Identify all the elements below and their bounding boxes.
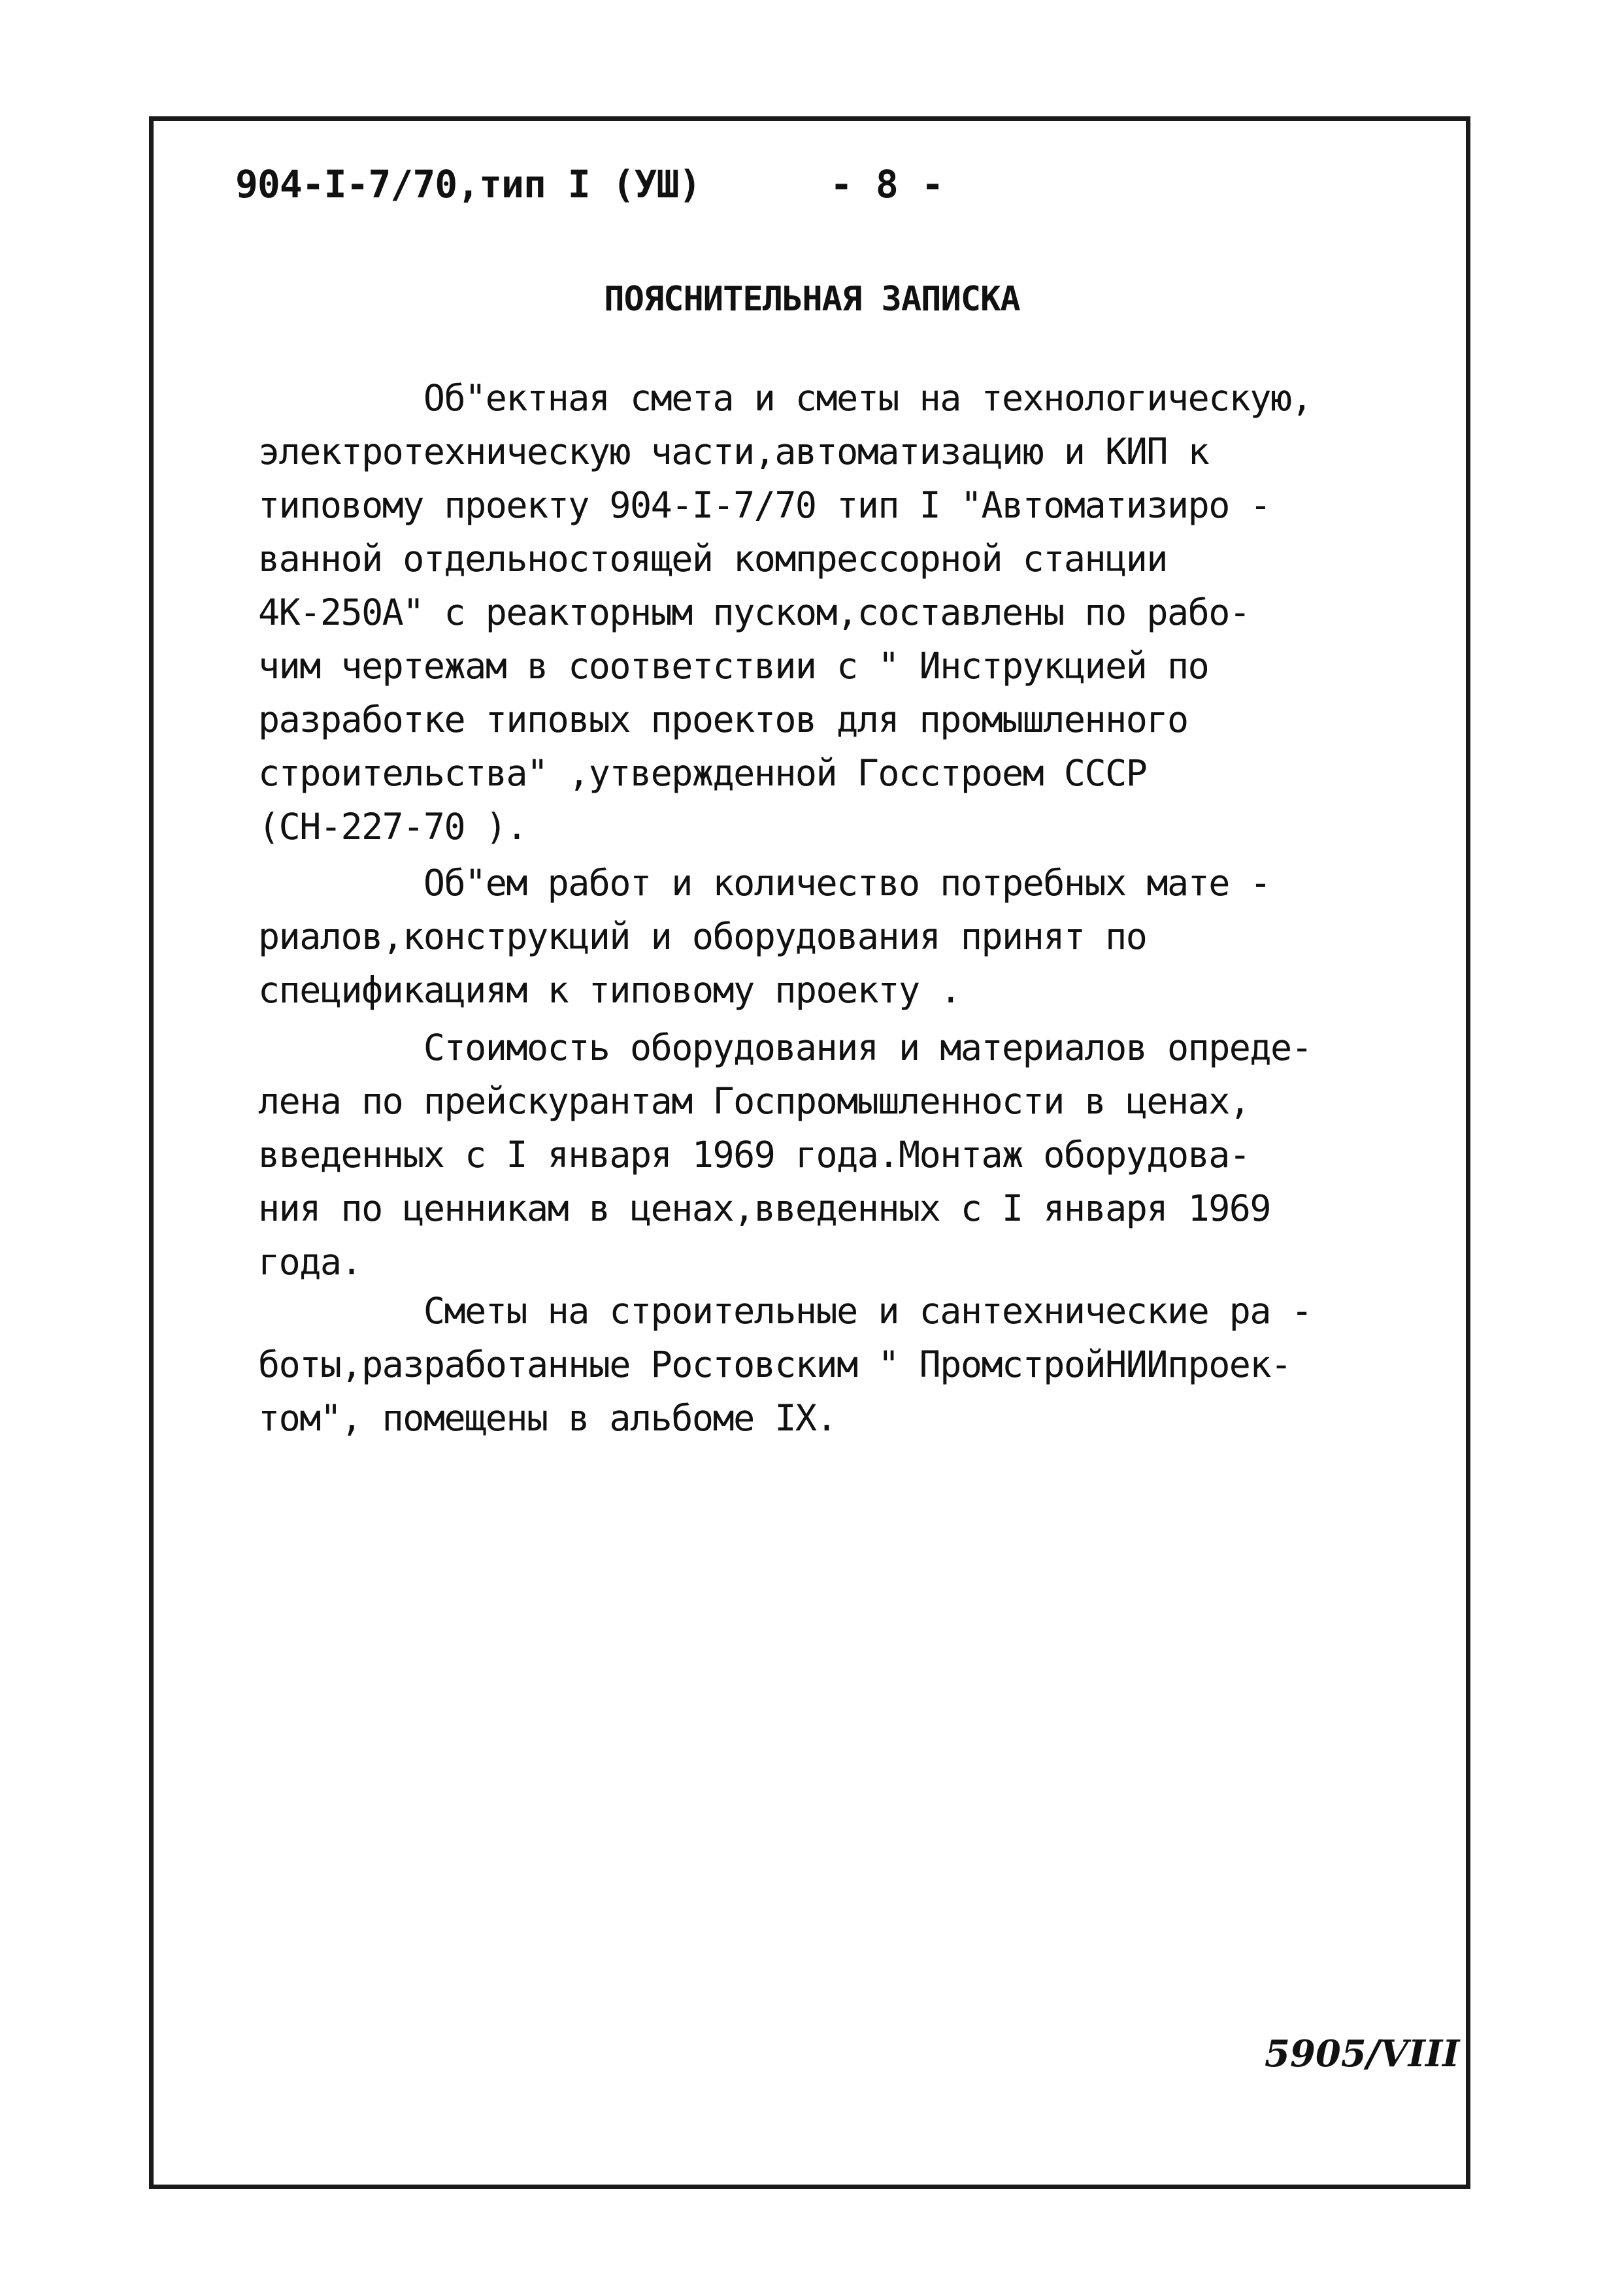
- page-title: ПОЯСНИТЕЛЬНАЯ ЗАПИСКА: [604, 280, 1020, 319]
- archive-number: 5905/VIII: [1265, 2032, 1460, 2075]
- document-code: 904-I-7/70,тип I (УШ): [235, 162, 701, 206]
- paragraph-3: Стоимость оборудования и материалов опреде- лена по прейскурантам Госпромышленности в ценах, введенных с I января 1969 года.Монтаж оборудова- ния по ценникам в ценах,введенных с I января 1969 года.: [258, 1027, 1312, 1283]
- page-number: - 8 -: [830, 162, 944, 206]
- paragraph-1: Об"ектная смета и сметы на технологическую, электротехническую части,автоматизацию и КИП к типовому проекту 904-I-7/70 тип I "Автоматизиро - ванной отдельностоящей компрессорной станции 4К-250А" с реакторным пуском,составлены по рабо- чим чертежам в соответствии с " Инструкцией по разработке типовых проектов для промышленного строительства" ,утвержденной Госстроем СССР (СН-227-70 ).: [258, 377, 1312, 848]
- paragraph-2: Об"ем работ и количество потребных мате - риалов,конструкций и оборудования принят по спецификациям к типовому проекту .: [258, 862, 1271, 1011]
- paragraph-4: Сметы на строительные и сантехнические ра - боты,разработанные Ростовским " ПромстройНИИпроек- том", помещены в альбоме IX.: [258, 1290, 1312, 1439]
